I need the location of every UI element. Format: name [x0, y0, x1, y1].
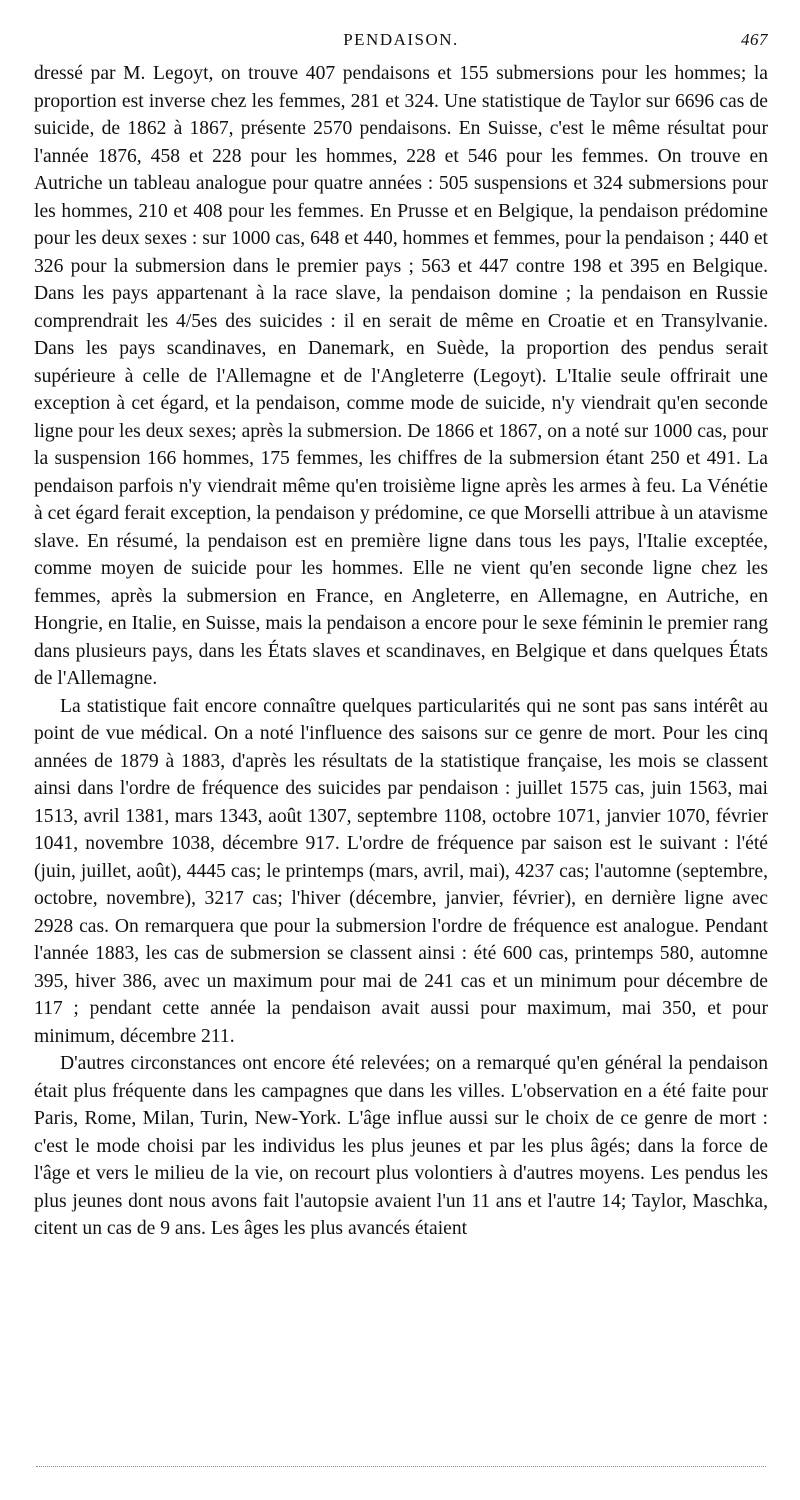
- paragraph-2: La statistique fait encore connaître quelques particularités qui ne sont pas sans intérêt au point de vue médical. On a noté l'influence des saisons sur ce genre de mort. Pour les cinq années de 1879 à 1883, d'après les résultats de la statistique française, les mois se classent ainsi dans l'ordre de fréquence des suicides par pendaison : juillet 1575 cas, juin 1563, mai 1513, avril 1381, mars 1343, août 1307, septembre 1108, octobre 1071, janvier 1070, février 1041, novembre 1038, décembre 917. L'ordre de fréquence par saison est le suivant : l'été (juin, juillet, août), 4445 cas; le printemps (mars, avril, mai), 4237 cas; l'automne (septembre, octobre, novembre), 3217 cas; l'hiver (décembre, janvier, février), en dernière ligne avec 2928 cas. On remarquera que pour la submersion l'ordre de fréquence est analogue. Pendant l'année 1883, les cas de submersion se classent ainsi : été 600 cas, printemps 580, automne 395, hiver 386, avec un maximum pour mai de 241 cas et un minimum pour décembre de 117 ; pendant cette année la pendaison avait aussi pour maximum, mai 350, et pour minimum, décembre 211.: [34, 695, 768, 1047]
- running-head: [34, 26, 768, 60]
- footer-rule: [36, 1466, 766, 1467]
- running-title: PENDAISON.: [343, 30, 459, 49]
- paragraph-1: dressé par M. Legoyt, on trouve 407 pendaisons et 155 submersions pour les hommes; la proportion est inverse chez les femmes, 281 et 324. Une statistique de Taylor sur 6696 cas de suicide, de 1862 à 1867, présente 2570 pendaisons. En Suisse, c'est le même résultat pour l'année 1876, 458 et 228 pour les hommes, 228 et 546 pour les femmes. On trouve en Autriche un tableau analogue pour quatre années : 505 suspensions et 324 submersions pour les hommes, 210 et 408 pour les femmes. En Prusse et en Belgique, la pendaison prédomine pour les deux sexes : sur 1000 cas, 648 et 440, hommes et femmes, pour la pendaison ; 440 et 326 pour la submersion dans le premier pays ; 563 et 447 contre 198 et 395 en Belgique. Dans les pays appartenant à la race slave, la pendaison domine ; la pendaison en Russie comprendrait les 4/5es des suicides : il en serait de même en Croatie et en Transylvanie. Dans les pays scandinaves, en Danemark, en Suède, la proportion des pendus serait supérieure à celle de l'Allemagne et de l'Angleterre (Legoyt). L'Italie seule offrirait une exception à cet égard, et la pendaison, comme mode de suicide, n'y viendrait qu'en seconde ligne pour les deux sexes; après la submersion. De 1866 et 1867, on a noté sur 1000 cas, pour la suspension 166 hommes, 175 femmes, les chiffres de la submersion étant 250 et 491. La pendaison parfois n'y viendrait même qu'en troisième ligne après les armes à feu. La Vénétie à cet égard ferait exception, la pendaison y prédomine, ce que Morselli attribue à un atavisme slave. En résumé, la pendaison est en première ligne dans tous les pays, l'Italie exceptée, comme moyen de suicide pour les hommes. Elle ne vient qu'en seconde ligne chez les femmes, après la submersion en France, en Angleterre, en Allemagne, en Autriche, en Hongrie, en Italie, en Suisse, mais la pendaison a encore pour le sexe féminin le premier rang dans plusieurs pays, dans les États slaves et scandinaves, en Belgique et dans quelques États de l'Allemagne.: [34, 63, 768, 689]
- body-text: [34, 60, 768, 1243]
- page-number: 467: [741, 30, 768, 49]
- paragraph-3: D'autres circonstances ont encore été relevées; on a remarqué qu'en général la pendaison était plus fréquente dans les campagnes que dans les villes. L'observation en a été faite pour Paris, Rome, Milan, Turin, New-York. L'âge influe aussi sur le choix de ce genre de mort : c'est le mode choisi par les individus les plus jeunes et par les plus âgés; dans la force de l'âge et vers le milieu de la vie, on recourt plus volontiers à d'autres moyens. Les pendus les plus jeunes dont nous avons fait l'autopsie avaient l'un 11 ans et l'autre 14; Taylor, Maschka, citent un cas de 9 ans. Les âges les plus avancés étaient: [34, 1053, 768, 1239]
- document-page: [34, 26, 768, 1243]
